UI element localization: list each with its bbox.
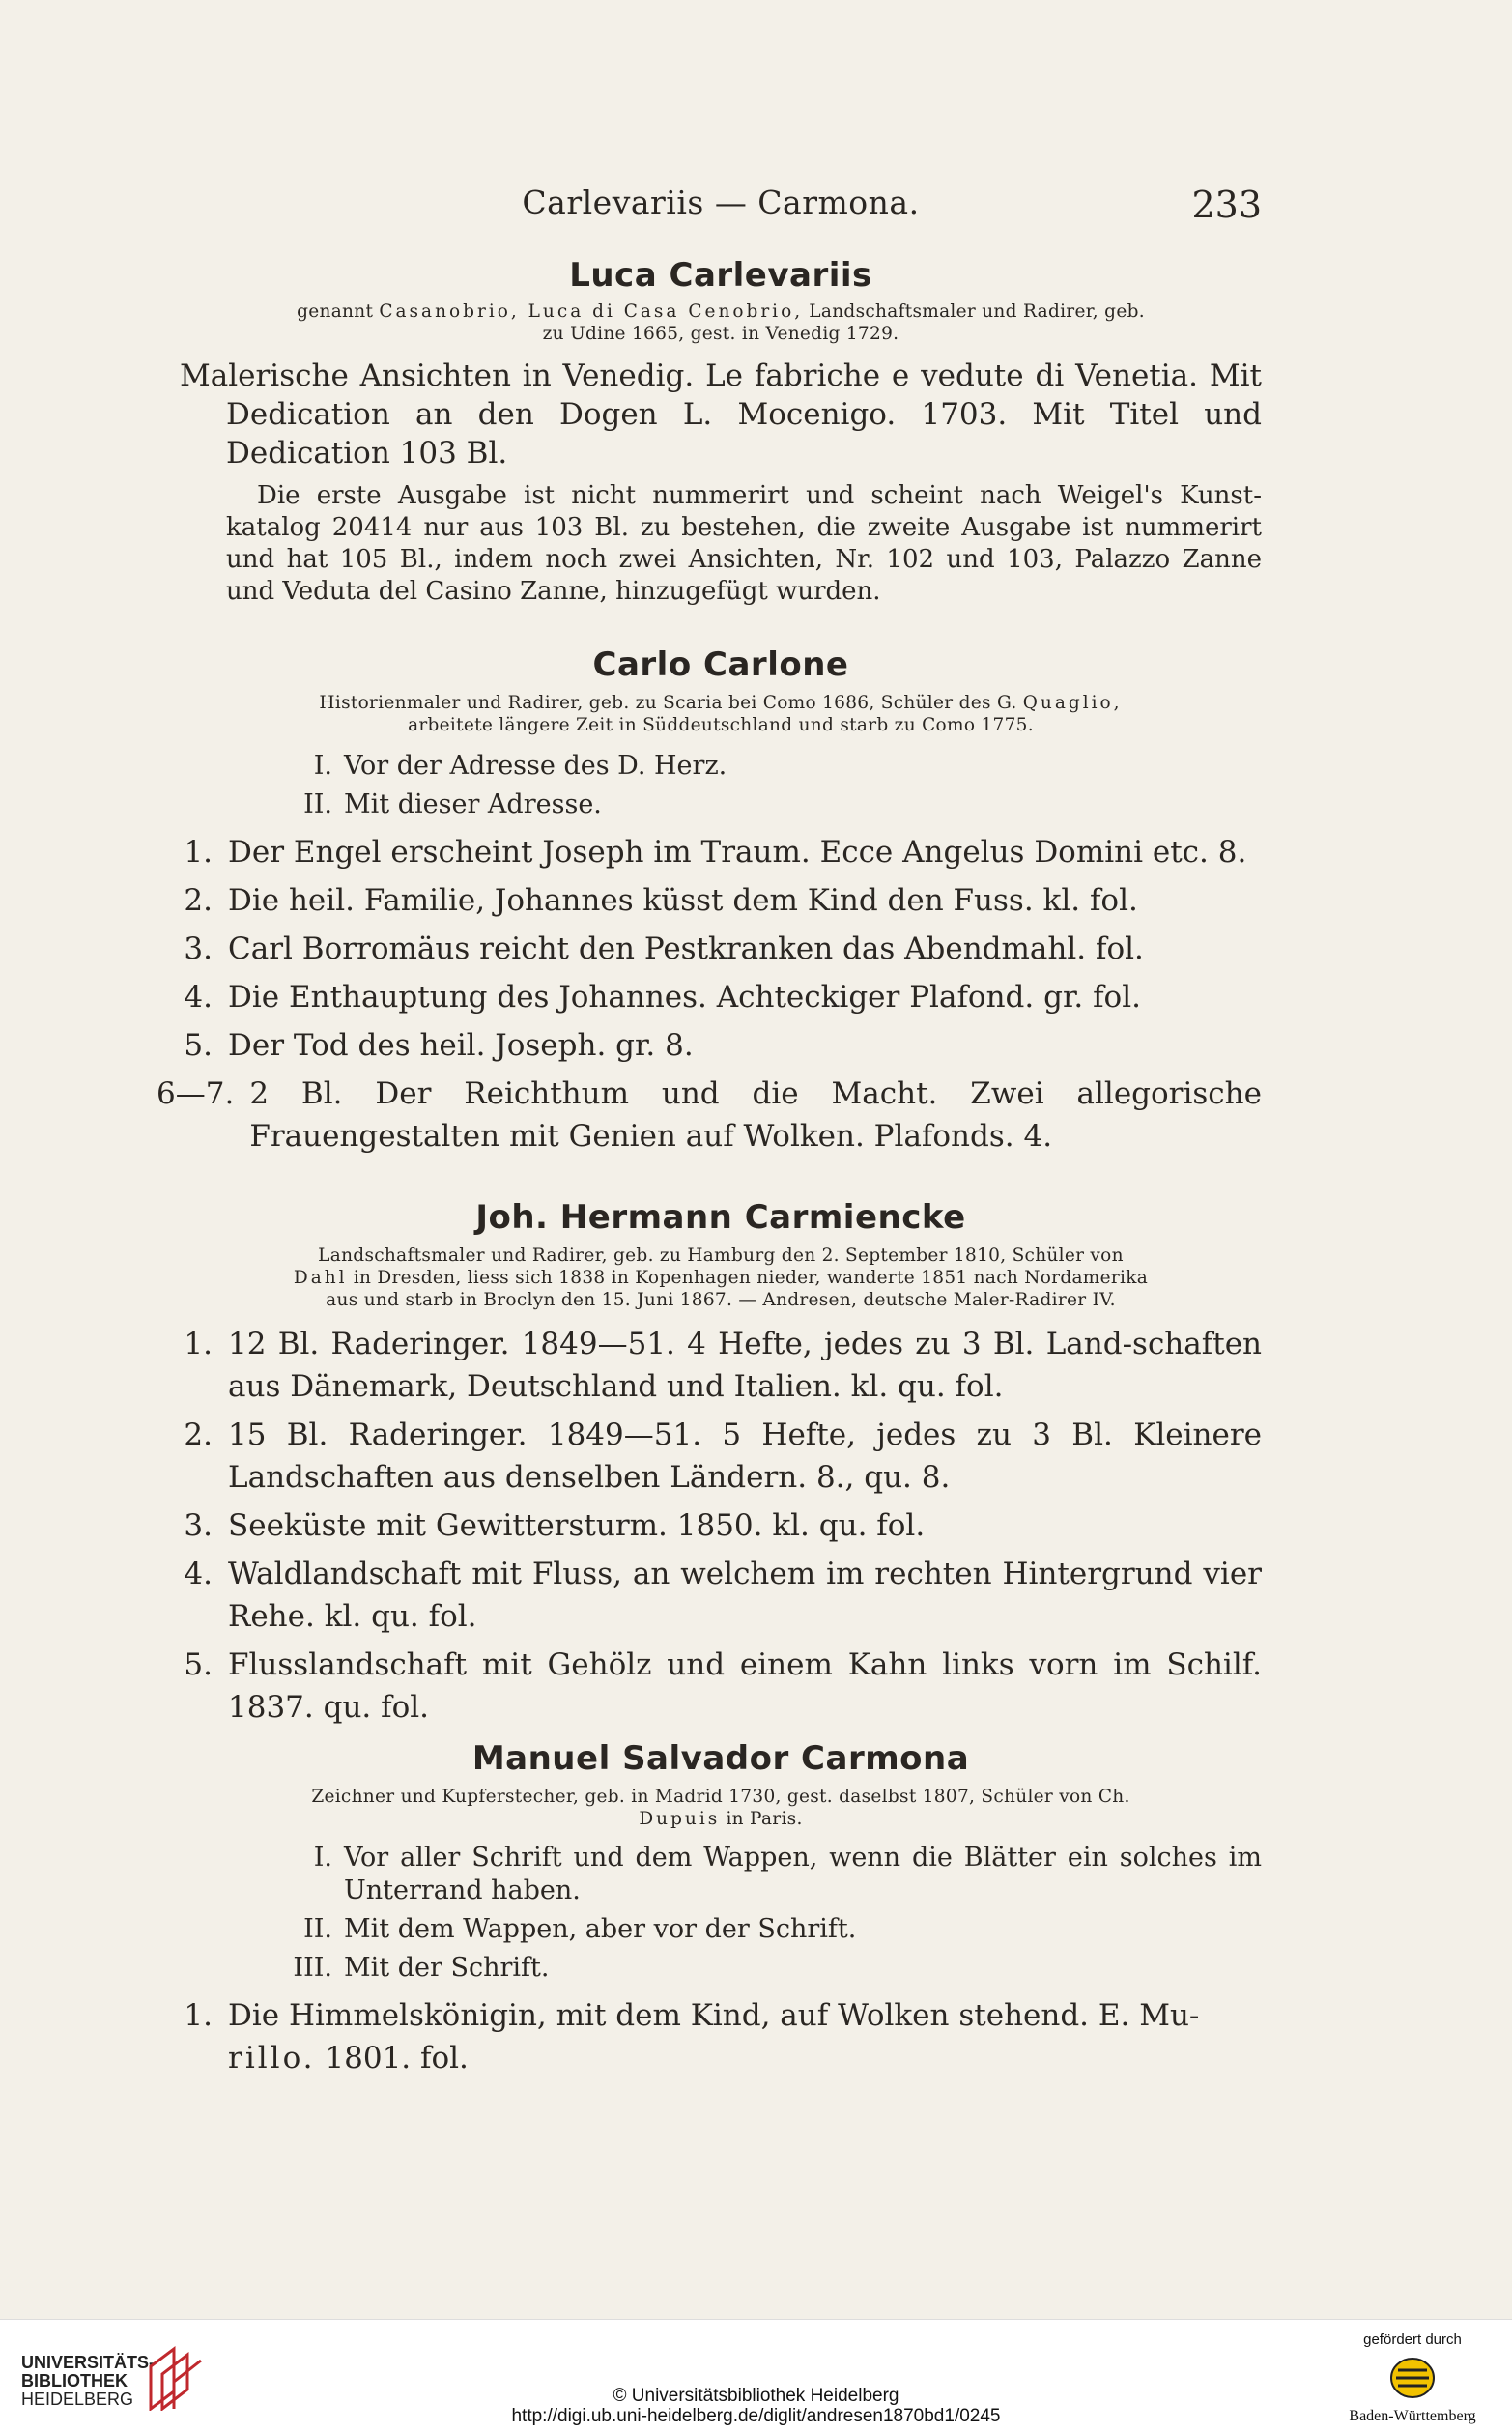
state-numeral: I. [313, 751, 332, 781]
entry-text: 2 Bl. Der Reichthum und die Macht. Zwei allegorische Frauengestalten mit Genien auf Wolken. Plafonds. 4. [249, 1076, 1262, 1154]
bio-spaced-name: Dahl [293, 1268, 348, 1288]
catalog-entry [180, 879, 1262, 922]
catalog-entry [180, 1644, 1262, 1729]
state-coat-of-arms-icon [1386, 2354, 1439, 2402]
state-item [180, 1913, 1262, 1946]
state-text: Vor der Adresse des D. Herz. [344, 751, 727, 781]
state-numeral: III. [293, 1953, 332, 1983]
catalog-list [157, 831, 1262, 1158]
bio-text: aus und starb in Broclyn den 15. Juni 1867. — Andresen, deutsche Maler-Radirer IV. [326, 1290, 1116, 1310]
state-item [180, 750, 1262, 783]
entry-text: Seeküste mit Gewittersturm. 1850. kl. qu. fol. [228, 1508, 926, 1543]
entry-text-part: 1801. fol. [315, 2041, 469, 2075]
running-title: Carlevariis — Carmona. [522, 184, 920, 221]
state-item [180, 788, 1262, 821]
copyright-text: © Universitätsbibliothek Heidelberg [613, 2386, 899, 2406]
sponsor-block [1330, 2332, 1495, 2425]
catalog-list [180, 1323, 1262, 1729]
entry-number: 4. [184, 980, 213, 1015]
catalog-entry [180, 1994, 1262, 2079]
work-title: Malerische Ansichten in Venedig. Le fabriche e vedute di Venetia. Mit Dedication an den Dogen L. Mocenigo. 1703. Mit Titel und Dedication 103 Bl. [180, 358, 1262, 471]
artist-bio [180, 692, 1262, 736]
state-text: Mit dieser Adresse. [344, 789, 602, 819]
artist-heading: Manuel Salvador Carmona [471, 1739, 970, 1778]
logo-text: HEIDELBERG [21, 2390, 134, 2409]
entry-spaced-name: rillo. [228, 2041, 316, 2075]
state-list [180, 1842, 1262, 1985]
state-numeral: II. [303, 1914, 332, 1944]
entry-text: Waldlandschaft mit Fluss, an welchem im rechten Hintergrund vier Rehe. kl. qu. fol. [228, 1557, 1262, 1634]
bio-text: arbeitete längere Zeit in Süddeutschland und starb zu Como 1775. [408, 715, 1034, 735]
footer-credits [0, 2386, 1512, 2426]
catalog-entry [157, 1073, 1262, 1158]
bio-text: in Dresden, liess sich 1838 in Kopenhagen nieder, wanderte 1851 nach Nordamerika [347, 1268, 1149, 1288]
entry-number: 5. [184, 1647, 213, 1682]
section-carlevariis [180, 256, 1262, 608]
entry-text [228, 1994, 1262, 2079]
permalink[interactable]: http://digi.ub.uni-heidelberg.de/diglit/andresen1870bd1/0245 [511, 2406, 1001, 2426]
catalog-entry [180, 976, 1262, 1018]
bio-text: Landschaftsmaler und Radirer, geb. [803, 301, 1145, 322]
edition-note: Die erste Ausgabe ist nicht nummerirt und scheint nach Weigel's Kunst-katalog 20414 nur aus 103 Bl. zu bestehen, die zweite Ausgabe ist nummerirt und hat 105 Bl., indem noch zwei Ansichten, Nr. 102 und 103, Palazzo Zanne und Veduta del Casino Zanne, hinzugefügt wurden. [226, 481, 1262, 606]
page-number: 233 [1191, 184, 1262, 226]
state-text: Mit dem Wappen, aber vor der Schrift. [344, 1914, 857, 1944]
bio-spaced-name: Dupuis [639, 1809, 721, 1829]
entry-number: 1. [184, 835, 213, 870]
entry-number: 1. [184, 1327, 213, 1361]
artist-heading: Joh. Hermann Carmiencke [475, 1198, 966, 1237]
artist-bio [180, 1245, 1262, 1311]
entry-number: 1. [184, 1998, 213, 2033]
logo-text: BIBLIOTHEK [21, 2371, 128, 2390]
entry-number: 5. [184, 1028, 213, 1063]
entry-text: Die heil. Familie, Johannes küsst dem Kind den Fuss. kl. fol. [228, 883, 1138, 918]
bio-text: zu Udine 1665, gest. in Venedig 1729. [542, 324, 899, 344]
entry-text: Der Tod des heil. Joseph. gr. 8. [228, 1028, 694, 1063]
entry-text: 12 Bl. Raderinger. 1849—51. 4 Hefte, jedes zu 3 Bl. Land-schaften aus Dänemark, Deutschland und Italien. kl. qu. fol. [228, 1327, 1262, 1404]
bio-text: Zeichner und Kupferstecher, geb. in Madrid 1730, gest. daselbst 1807, Schüler von Ch. [311, 1787, 1130, 1807]
state-text: Mit der Schrift. [344, 1953, 550, 1983]
artist-heading: Carlo Carlone [592, 645, 849, 684]
catalog-entry [180, 1414, 1262, 1499]
logo-text: UNIVERSITÄTS- [21, 2353, 156, 2372]
bio-text: Landschaftsmaler und Radirer, geb. zu Hamburg den 2. September 1810, Schüler von [318, 1245, 1124, 1266]
bio-spaced-name: Quaglio, [1022, 693, 1123, 713]
catalog-entry [180, 1553, 1262, 1638]
entry-text: Der Engel erscheint Joseph im Traum. Ecce Angelus Domini etc. 8. [228, 835, 1247, 870]
bio-spaced-name: Casanobrio, Luca di Casa Cenobrio, [379, 301, 804, 322]
entry-text: 15 Bl. Raderinger. 1849—51. 5 Hefte, jedes zu 3 Bl. Kleinere Landschaften aus denselben Ländern. 8., qu. 8. [228, 1417, 1262, 1495]
state-text: Vor aller Schrift und dem Wappen, wenn die Blätter ein solches im Unterrand haben. [344, 1843, 1262, 1905]
running-head [180, 184, 1262, 232]
section-carlone [157, 645, 1262, 1158]
state-numeral: II. [303, 789, 332, 819]
catalog-entry [180, 831, 1262, 873]
digitization-footer [0, 2319, 1512, 2433]
state-list [180, 750, 1262, 821]
entry-text: Die Enthauptung des Johannes. Achteckiger Plafond. gr. fol. [228, 980, 1141, 1015]
section-carmona [180, 1739, 1262, 2079]
entry-number: 4. [184, 1557, 213, 1591]
state-item [180, 1842, 1262, 1907]
bio-text: Historienmaler und Radirer, geb. zu Scaria bei Como 1686, Schüler des G. [319, 693, 1023, 713]
entry-text: Carl Borromäus reicht den Pestkranken das Abendmahl. fol. [228, 931, 1144, 966]
catalog-list [180, 1994, 1262, 2079]
entry-number: 3. [184, 1508, 213, 1543]
catalog-entry [180, 1504, 1262, 1547]
sponsor-name: Baden-Württemberg [1349, 2408, 1476, 2424]
entry-number: 6—7. [157, 1076, 235, 1111]
artist-bio [180, 301, 1262, 345]
state-numeral: I. [313, 1843, 332, 1873]
catalog-entry [180, 1323, 1262, 1408]
artist-bio [180, 1786, 1262, 1830]
sponsor-label: gefördert durch [1363, 2332, 1462, 2348]
catalog-entry [180, 1024, 1262, 1067]
entry-text: Flusslandschaft mit Gehölz und einem Kahn links vorn im Schilf. 1837. qu. fol. [228, 1647, 1262, 1725]
entry-text-part: Die Himmelskönigin, mit dem Kind, auf Wolken stehend. E. Mu- [228, 1998, 1200, 2033]
artist-heading: Luca Carlevariis [569, 256, 872, 295]
catalog-entry [180, 928, 1262, 970]
entry-number: 2. [184, 883, 213, 918]
bio-text: in Paris. [720, 1809, 803, 1829]
entry-number: 2. [184, 1417, 213, 1452]
entry-number: 3. [184, 931, 213, 966]
bio-text: genannt [297, 301, 380, 322]
section-carmiencke [180, 1198, 1262, 1729]
state-item [180, 1952, 1262, 1985]
